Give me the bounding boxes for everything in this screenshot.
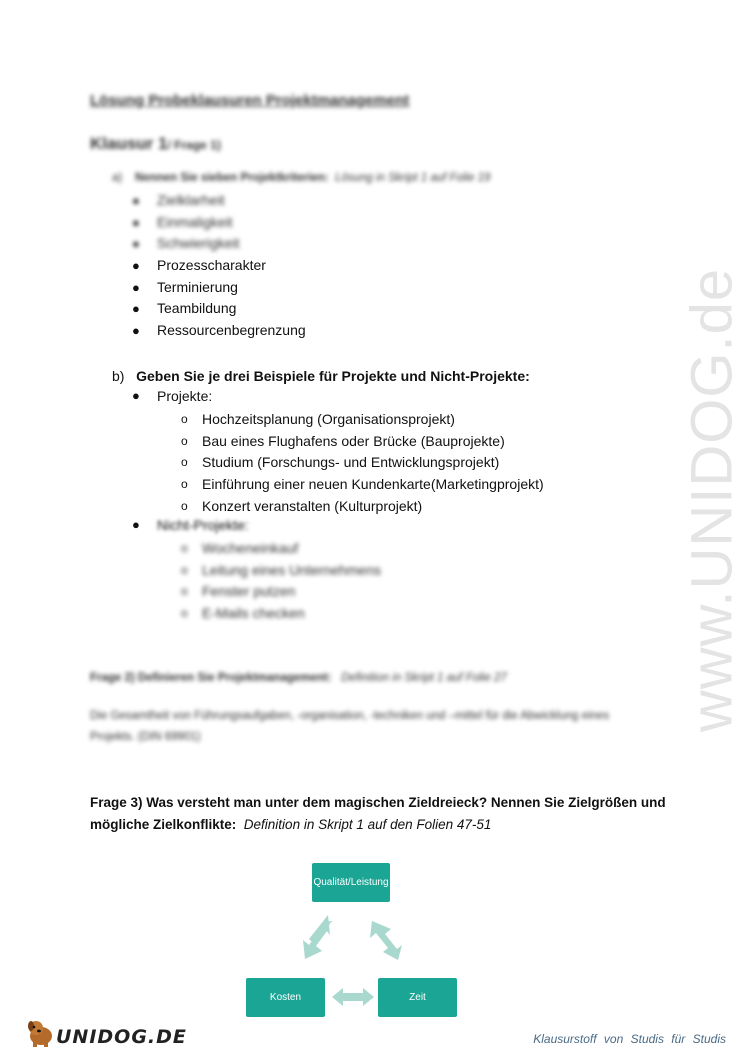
watermark: www.UNIDOG.de xyxy=(679,267,745,733)
question-3-text: Frage 3) Was versteht man unter dem magischen Zieldreieck? Nennen Sie Zielgrößen und mögliche Zielkonflikte: xyxy=(90,795,666,832)
question-2-text: Frage 2) Definieren Sie Projektmanagement: xyxy=(90,672,332,684)
circle-bullet-icon: o xyxy=(181,433,188,448)
bullet-icon: ● xyxy=(132,258,140,274)
footer-tagline: Klausurstoff von Studis für Studis xyxy=(533,1032,726,1046)
question-2-answer: Die Gesamtheit von Führungsaufgaben, -organisation, -techniken und –mittel für die Abwicklung eines Projekts. (DIN 69901) xyxy=(90,710,610,743)
list-item: o Wocheneinkauf xyxy=(202,538,381,560)
bullet-icon: ● xyxy=(132,388,140,403)
projekte-label: Projekte: xyxy=(157,388,213,404)
list-item: ● Zielklarheit xyxy=(157,190,306,212)
circle-bullet-icon: o xyxy=(181,541,188,555)
question-3-ref: Definition in Skript 1 auf den Folien 47-51 xyxy=(243,817,492,832)
list-item: ● Terminierung xyxy=(157,277,306,299)
bullet-icon: ● xyxy=(132,301,140,317)
circle-bullet-icon: o xyxy=(181,455,188,470)
question-1a-ref: Lösung in Skript 1 auf Folie 19 xyxy=(335,172,491,184)
list-item: ● Teambildung xyxy=(157,298,306,320)
circle-bullet-icon: o xyxy=(181,477,188,492)
list-item: o Fenster putzen xyxy=(202,581,381,603)
double-arrow-icon xyxy=(332,988,374,1006)
document-title: Lösung Probeklausuren Projektmanagement xyxy=(90,92,410,109)
question-1b-label: b) xyxy=(112,368,125,384)
list-item: o E-Mails checken xyxy=(202,603,381,625)
nicht-projekte-label: Nicht-Projekte: xyxy=(157,517,249,533)
list-item: o Leitung eines Unternehmens xyxy=(202,560,381,582)
list-item: ● Prozesscharakter xyxy=(157,255,306,277)
question-1b-text: Geben Sie je drei Beispiele für Projekte und Nicht-Projekte: xyxy=(136,368,530,384)
diagram-box-kosten: Kosten xyxy=(246,978,325,1017)
bullet-icon: ● xyxy=(132,214,140,230)
diagram-box-zeit: Zeit xyxy=(378,978,457,1017)
dog-logo-icon xyxy=(24,1018,58,1048)
logo-text: UNIDOG.DE xyxy=(56,1026,187,1048)
bullet-icon: ● xyxy=(132,193,140,208)
list-item: o Bau eines Flughafens oder Brücke (Bauprojekte) xyxy=(202,431,544,453)
list-item: ● Schwierigkeit xyxy=(157,233,306,255)
list-item: ● Ressourcenbegrenzung xyxy=(157,320,306,342)
bullet-icon: ● xyxy=(132,323,140,339)
circle-bullet-icon: o xyxy=(181,562,188,577)
klausur-main: Klausur 1 xyxy=(90,134,168,153)
list-item: ● Einmaligkeit xyxy=(157,212,306,234)
circle-bullet-icon: o xyxy=(181,412,188,426)
klausur-sub: / Frage 1) xyxy=(167,138,221,152)
bullet-icon: ● xyxy=(132,236,140,252)
bullet-icon: ● xyxy=(132,517,140,532)
circle-bullet-icon: o xyxy=(181,498,188,513)
double-arrow-icon xyxy=(370,921,402,960)
question-1a-text: Nennen Sie sieben Projektkriterien: xyxy=(135,172,329,184)
list-item: o Hochzeitsplanung (Organisationsprojekt) xyxy=(202,409,544,431)
diagram-box-qualitaet: Qualität/Leistung xyxy=(312,863,390,902)
list-item: o Konzert veranstalten (Kulturprojekt) xyxy=(202,496,544,518)
list-item: o Studium (Forschungs- und Entwicklungsprojekt) xyxy=(202,452,544,474)
bullet-icon: ● xyxy=(132,279,140,295)
question-2-ref: Definition in Skript 1 auf Folie 27 xyxy=(341,672,507,684)
question-1a-label: a) xyxy=(112,172,123,184)
list-item: o Einführung einer neuen Kundenkarte(Marketingprojekt) xyxy=(202,474,544,496)
circle-bullet-icon: o xyxy=(181,584,188,599)
circle-bullet-icon: o xyxy=(181,606,188,621)
